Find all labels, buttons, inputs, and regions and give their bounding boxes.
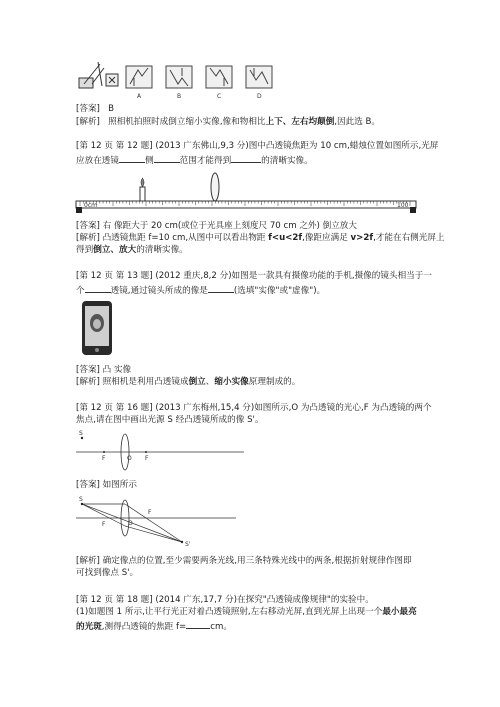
option-c-label: C	[217, 93, 222, 100]
q1-answer	[76, 104, 114, 115]
q3-analysis: [解析] 照相机是利用凸透镜成倒立、缩小实像原理制成的。	[76, 377, 301, 387]
candle-icon	[140, 178, 145, 201]
q4-answer: [答案] 如图所示	[76, 480, 137, 490]
q4-analysis-2: 可找到像点 S'。	[76, 568, 139, 578]
q4-answer-ray-diagram	[76, 494, 246, 550]
q3-answer: [答案] 凸 实像	[76, 365, 132, 375]
center-o-label: O	[127, 455, 132, 462]
image-s-prime-label: S'	[185, 541, 191, 548]
option-d-image[interactable]	[246, 66, 272, 88]
option-a-image[interactable]	[126, 66, 152, 88]
source-s-label: S	[79, 496, 83, 503]
optical-bench-figure	[74, 165, 424, 215]
focus-right-label: F	[148, 509, 152, 516]
q2-prompt: 应放在透镜 侧 范围才能得到 的清晰实像。	[76, 153, 313, 167]
q1-options-figure	[78, 56, 288, 102]
phone-image	[80, 299, 116, 357]
q4-prompt: 焦点,请在图中画出光源 S 经凸透镜所成的像 S'。	[76, 415, 264, 425]
ruler-start-label: 0cm	[84, 202, 97, 209]
q3-prompt: 个 透镜,通过镜头所成的像是 (选填"实像"或"虚像")。	[76, 283, 325, 297]
focus-left-label: F	[102, 455, 106, 462]
q5-prompt-1: (1)如题图 1 所示,让平行光正对着凸透镜照射,左右移动光屏,直到光屏上出现一个最小最亮	[76, 607, 417, 617]
q2-blank-3[interactable]	[231, 153, 261, 163]
option-d-label: D	[257, 93, 262, 100]
option-b-label: B	[177, 93, 182, 100]
analysis-tag: [解析]	[76, 117, 100, 127]
bench-rail	[76, 201, 416, 208]
q2-blank-1[interactable]	[119, 153, 145, 163]
q3-blank-1[interactable]	[85, 283, 111, 293]
q5-blank-focal[interactable]	[186, 619, 210, 629]
camera-scene-image	[79, 62, 118, 88]
ruler-end-label: 100	[397, 202, 409, 209]
center-o-label: O	[128, 520, 133, 527]
q2-blank-2[interactable]	[154, 153, 180, 163]
convex-lens-icon	[211, 173, 219, 203]
q4-heading: [第 12 页 第 16 题] (2013 广东梅州,15,4 分)如图所示,O 为凸透镜的光心,F 为凸透镜的两个	[76, 403, 432, 413]
answer-value: B	[108, 104, 115, 114]
q2-analysis-1: [解析] 凸透镜焦距 f=10 cm,从图中可以看出物距 f<u<2f,像距应满足 v>2f,才能在右侧光屏上	[76, 233, 445, 243]
q5-heading: [第 12 页 第 18 题] (2014 广东,17,7 分)在探究"凸透镜成像规律"的实验中。	[76, 595, 374, 605]
focus-right-label: F	[145, 455, 149, 462]
option-a-label: A	[137, 93, 142, 100]
q1-analysis: [解析] 照相机拍照时成倒立缩小实像,像和物相比上下、左右均颠倒,因此选 B。	[76, 117, 381, 127]
option-b-image[interactable]	[166, 66, 192, 88]
answer-tag: [答案]	[76, 104, 100, 114]
q3-blank-2[interactable]	[208, 283, 234, 293]
q2-answer: [答案] 右 像距大于 20 cm(或位于光具座上刻度尺 70 cm 之外) 倒立放大	[76, 221, 357, 231]
q2-analysis-2: 得到倒立、放大的清晰实像。	[76, 245, 188, 255]
source-s-label: S	[79, 430, 83, 437]
q2-heading: [第 12 页 第 12 题] (2013 广东佛山,9,3 分)图中凸透镜焦距为 10 cm,蜡烛位置如图所示,光屏	[76, 141, 439, 151]
focus-left-label: F	[102, 521, 106, 528]
q4-analysis-1: [解析] 确定像点的位置,至少需要两条光线,用三条特殊光线中的两条,根据折射规律作图即	[76, 556, 412, 566]
q3-heading: [第 12 页 第 13 题] (2012 重庆,8,2 分)如图是一款具有摄像功能的手机,摄像的镜头相当于一	[76, 271, 432, 281]
option-c-image[interactable]	[206, 66, 232, 88]
q5-prompt-2: 的光斑,测得凸透镜的焦距 f= cm。	[76, 619, 232, 633]
q4-lens-figure	[76, 428, 246, 472]
